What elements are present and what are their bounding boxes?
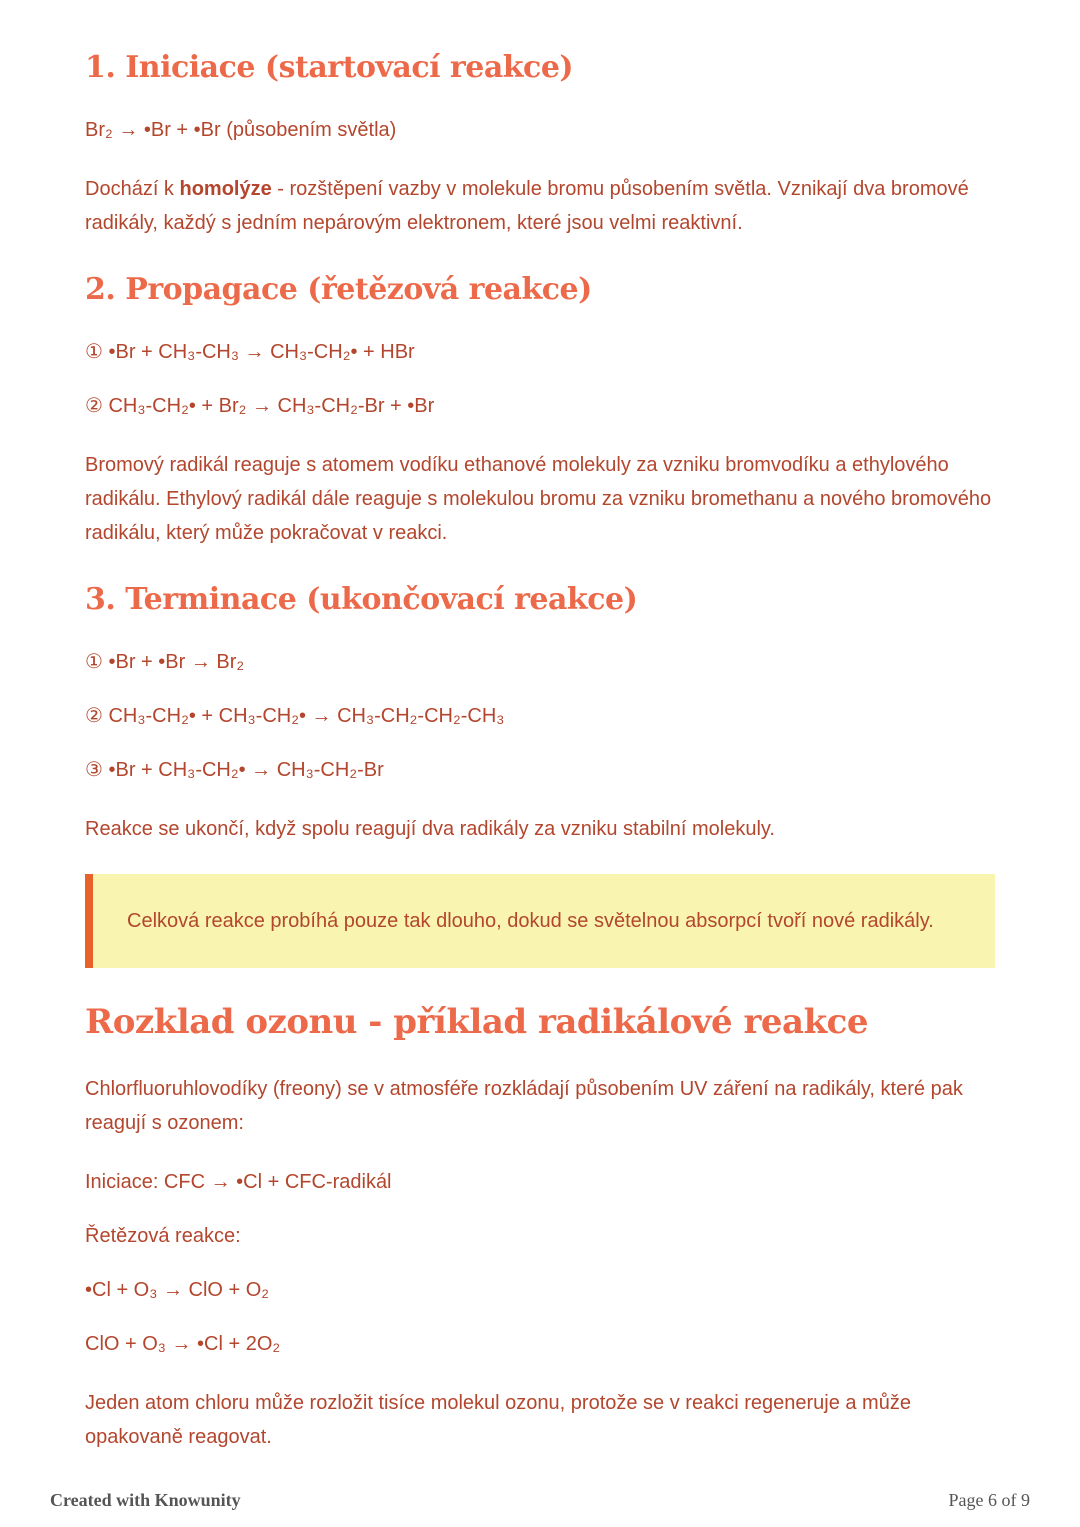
formula-propagation-step-2: ② CH₃-CH₂• + Br₂ → CH₃-CH₂-Br + •Br [85, 395, 435, 417]
heading-termination: 3. Terminace (ukončovací reakce) [85, 582, 638, 617]
heading-initiation: 1. Iniciace (startovací reakce) [85, 50, 574, 85]
paragraph-ozone-intro: Chlorfluoruhlovodíky (freony) se v atmosféře rozkládají působením UV záření na radikály, které pak reagují s ozonem: [85, 1078, 963, 1134]
paragraph-initiation-prefix: Dochází k [85, 178, 180, 200]
footer-page-number: Page 6 of 9 [948, 1490, 1030, 1510]
formula-ozone-reaction-2: ClO + O₃ → •Cl + 2O₂ [85, 1333, 281, 1355]
heading-ozone: Rozklad ozonu - příklad radikálové reakce [85, 1002, 868, 1042]
formula-initiation: Br₂ → •Br + •Br (působením světla) [85, 119, 397, 141]
highlight-callout-box [85, 874, 995, 968]
formula-termination-step-2: ② CH₃-CH₂• + CH₃-CH₂• → CH₃-CH₂-CH₂-CH₃ [85, 705, 505, 727]
formula-ozone-reaction-1: •Cl + O₃ → ClO + O₂ [85, 1279, 270, 1301]
paragraph-initiation [85, 172, 995, 240]
paragraph-propagation: Bromový radikál reaguje s atomem vodíku ethanové molekuly za vzniku bromvodíku a ethylového radikálu. Ethylový radikál dále reaguje s molekulou bromu za vzniku bromethanu a nového bromového radikálu, který může pokračovat v reakci. [85, 454, 992, 544]
paragraph-termination: Reakce se ukončí, když spolu reagují dva radikály za vzniku stabilní molekuly. [85, 818, 775, 840]
callout-text: Celková reakce probíhá pouze tak dlouho, dokud se světelnou absorpcí tvoří nové radikály. [127, 910, 934, 932]
paragraph-initiation-bold-term: homolýze [179, 178, 272, 200]
label-chain-reaction: Řetězová reakce: [85, 1225, 241, 1247]
page-footer [50, 1490, 1030, 1511]
footer-branding: Created with Knowunity [50, 1490, 241, 1510]
paragraph-initiation-suffix: - rozštěpení vazby v molekule bromu působením světla. Vznikají dva bromové radikály, každý s jedním nepárovým elektronem, které jsou velmi reaktivní. [85, 178, 969, 234]
formula-termination-step-1: ① •Br + •Br → Br₂ [85, 651, 245, 673]
formula-propagation-step-1: ① •Br + CH₃-CH₃ → CH₃-CH₂• + HBr [85, 341, 415, 363]
formula-termination-step-3: ③ •Br + CH₃-CH₂• → CH₃-CH₂-Br [85, 759, 384, 781]
paragraph-ozone-conclusion: Jeden atom chloru může rozložit tisíce molekul ozonu, protože se v reakci regeneruje a může opakovaně reagovat. [85, 1392, 911, 1448]
heading-propagation: 2. Propagace (řetězová reakce) [85, 272, 592, 307]
formula-ozone-initiation: Iniciace: CFC → •Cl + CFC-radikál [85, 1171, 392, 1193]
